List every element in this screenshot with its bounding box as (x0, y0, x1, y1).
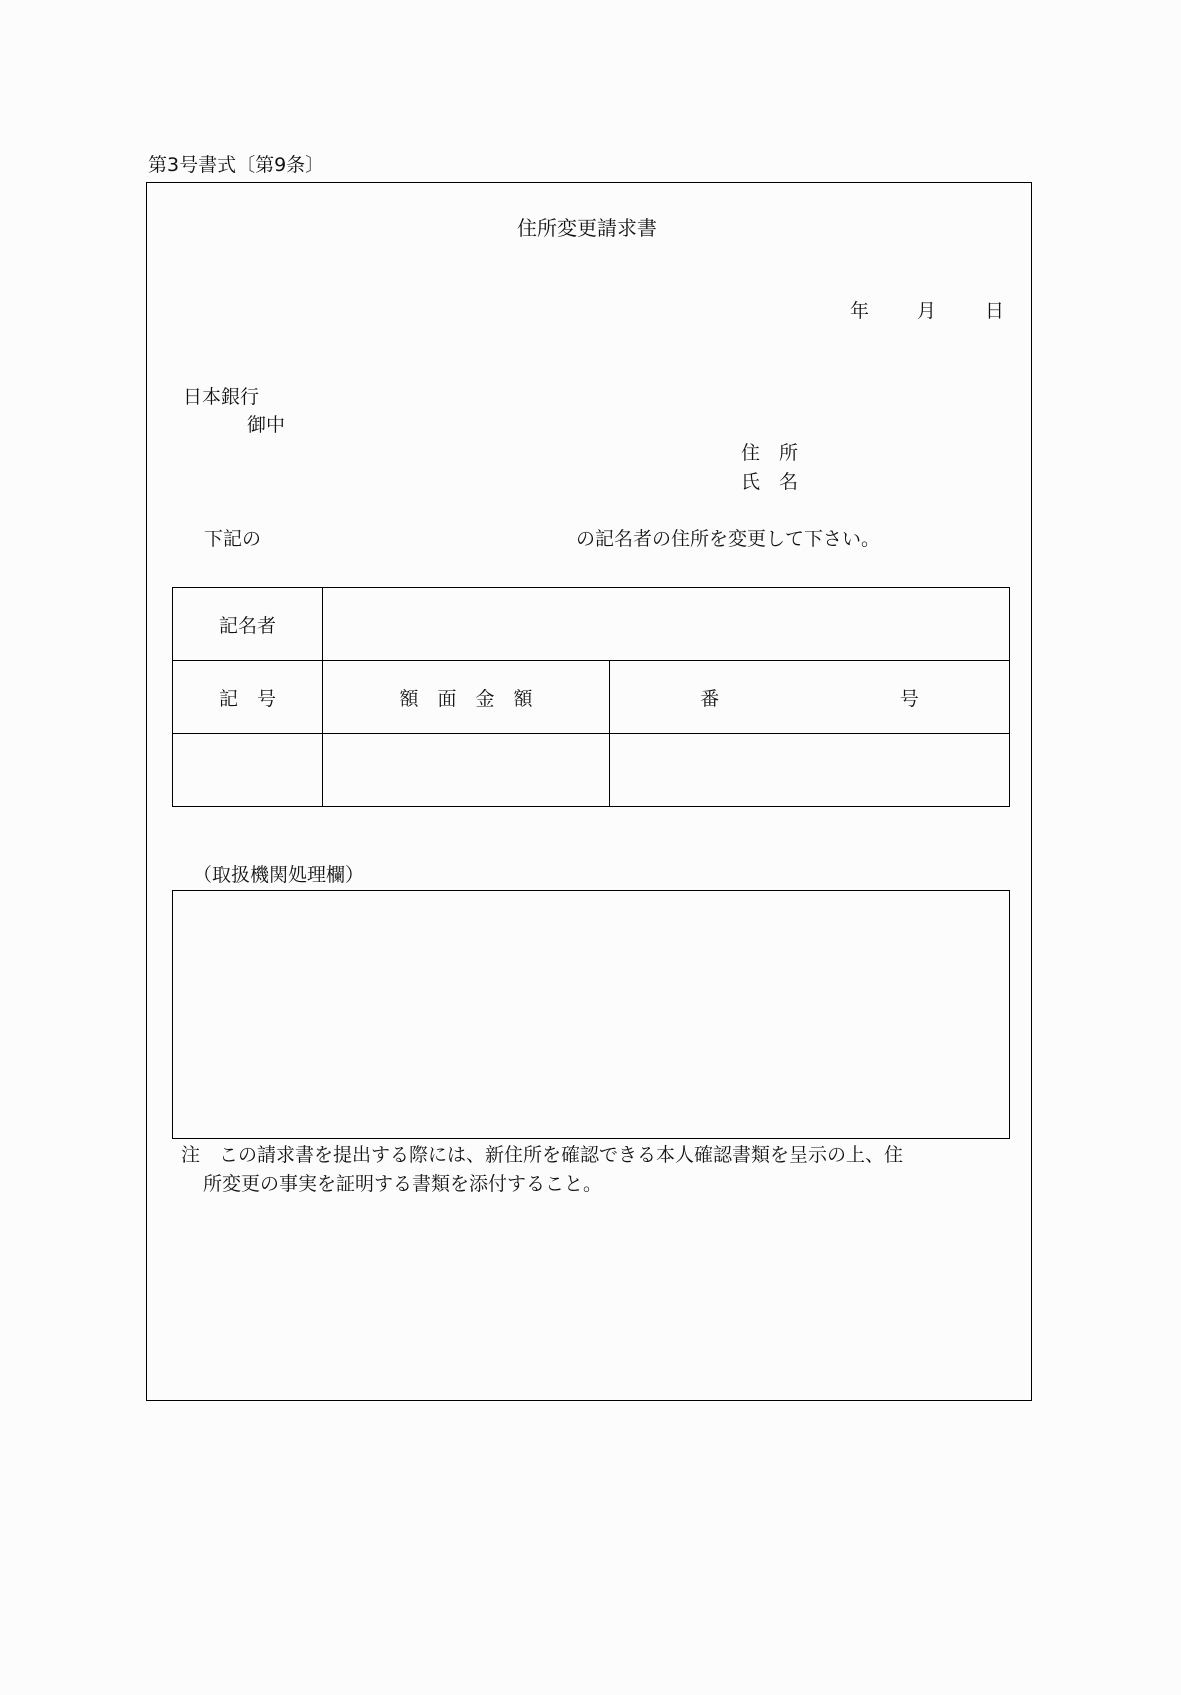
applicant-address-label: 住 所 (741, 442, 799, 464)
date-day-label: 日 (985, 300, 1005, 322)
processing-box[interactable] (172, 890, 1010, 1139)
face-value-header: 額 面 金 額 (323, 661, 610, 734)
number-field[interactable] (610, 734, 1010, 807)
registrant-label: 記名者 (173, 588, 323, 661)
note-line-2: 所変更の事実を証明する書類を添付すること。 (203, 1173, 603, 1195)
face-value-field[interactable] (323, 734, 610, 807)
note-line-1: 注 この請求書を提出する際には、新住所を確認できる本人確認書類を呈示の上、住 (181, 1144, 904, 1166)
registrant-field[interactable] (323, 588, 1010, 661)
number-header (610, 661, 1010, 734)
processing-label: （取扱機関処理欄） (193, 864, 365, 886)
request-suffix: の記名者の住所を変更して下さい。 (576, 528, 881, 550)
addressee-honorific: 御中 (247, 414, 286, 436)
request-prefix: 下記の (204, 528, 262, 550)
number-header-left: 番 (700, 687, 720, 710)
form-title: 住所変更請求書 (517, 216, 657, 240)
applicant-name-label: 氏 名 (741, 471, 799, 493)
symbol-field[interactable] (173, 734, 323, 807)
registration-table (172, 587, 1010, 807)
addressee-name: 日本銀行 (183, 386, 260, 408)
number-header-right: 号 (899, 687, 919, 710)
date-year-label: 年 (850, 300, 870, 322)
symbol-header: 記 号 (173, 661, 323, 734)
form-number: 第3号書式〔第9条〕 (148, 154, 325, 176)
date-month-label: 月 (917, 300, 937, 322)
